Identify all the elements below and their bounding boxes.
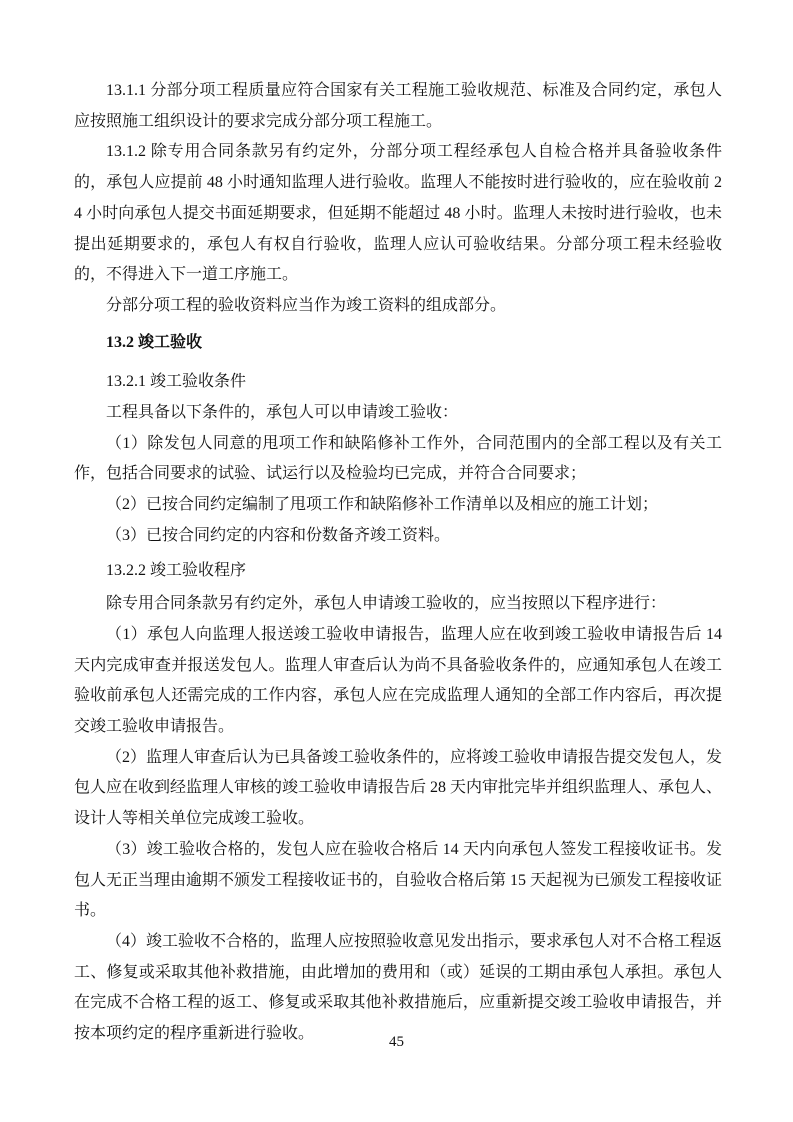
subheading-13-2-2: 13.2.2 竣工验收程序 (106, 561, 247, 579)
list-item-procedure-1: （1）承包人向监理人报送竣工验收申请报告，监理人应在收到竣工验收申请报告后 14 天内完成审查并报送发包人。监理人审查后认为尚不具备验收条件的，应通知承包人在竣工验收前承包人还需完成的工作内容，承包人应在完成监理人通知的全部工作内容后，再次提交竣工验收申请报告。 (74, 625, 722, 736)
section-heading-13-2: 13.2 竣工验收 (106, 333, 203, 351)
list-item-procedure-2: （2）监理人审查后认为已具备竣工验收条件的，应将竣工验收申请报告提交发包人，发包人应在收到经监理人审核的竣工验收申请报告后 28 天内审批完毕并组织监理人、承包人、设计人等相关单位完成竣工验收。 (74, 748, 723, 828)
list-item-procedure-3: （3）竣工验收合格的，发包人应在验收合格后 14 天内向承包人签发工程接收证书。发包人无正当理由逾期不颁发工程接收证书的，自验收合格后第 15 天起视为已颁发工程接收证书。 (74, 840, 723, 920)
list-item-condition-2: （2）已按合同约定编制了甩项工作和缺陷修补工作清单以及相应的施工计划； (106, 496, 659, 514)
document-body (74, 76, 722, 1050)
list-item-procedure-4: （4）竣工验收不合格的，监理人应按照验收意见发出指示，要求承包人对不合格工程返工、修复或采取其他补救措施，由此增加的费用和（或）延误的工期由承包人承担。承包人在完成不合格工程的返工、修复或采取其他补救措施后，应重新提交竣工验收申请报告，并按本项约定的程序重新进行验收。 (74, 932, 723, 1043)
list-item-condition-3: （3）已按合同约定的内容和份数备齐竣工资料。 (106, 526, 451, 544)
list-item-condition-1: （1）除发包人同意的甩项工作和缺陷修补工作外，合同范围内的全部工程以及有关工作，包括合同要求的试验、试运行以及检验均已完成，并符合合同要求； (74, 434, 722, 483)
paragraph-13-1-2: 13.1.2 除专用合同条款另有约定外，分部分项工程经承包人自检合格并具备验收条件的，承包人应提前 48 小时通知监理人进行验收。监理人不能按时进行验收的，应在验收前 24 小时向承包人提交书面延期要求，但延期不能超过 48 小时。监理人未按时进行验收，也未提出延期要求的，承包人有权自行验收，监理人应认可验收结果。分部分项工程未经验收的，不得进入下一道工序施工。 (74, 143, 722, 284)
paragraph-procedure-intro: 除专用合同条款另有约定外，承包人申请竣工验收的，应当按照以下程序进行： (106, 595, 667, 613)
paragraph-13-1-1: 13.1.1 分部分项工程质量应符合国家有关工程施工验收规范、标准及合同约定，承包人应按照施工组织设计的要求完成分部分项工程施工。 (74, 82, 722, 130)
paragraph-conditions-intro: 工程具备以下条件的，承包人可以申请竣工验收： (106, 404, 459, 422)
page-number: 45 (389, 1034, 404, 1050)
subheading-13-2-1: 13.2.1 竣工验收条件 (106, 373, 247, 391)
paragraph-acceptance-materials: 分部分项工程的验收资料应当作为竣工资料的组成部分。 (106, 296, 507, 314)
